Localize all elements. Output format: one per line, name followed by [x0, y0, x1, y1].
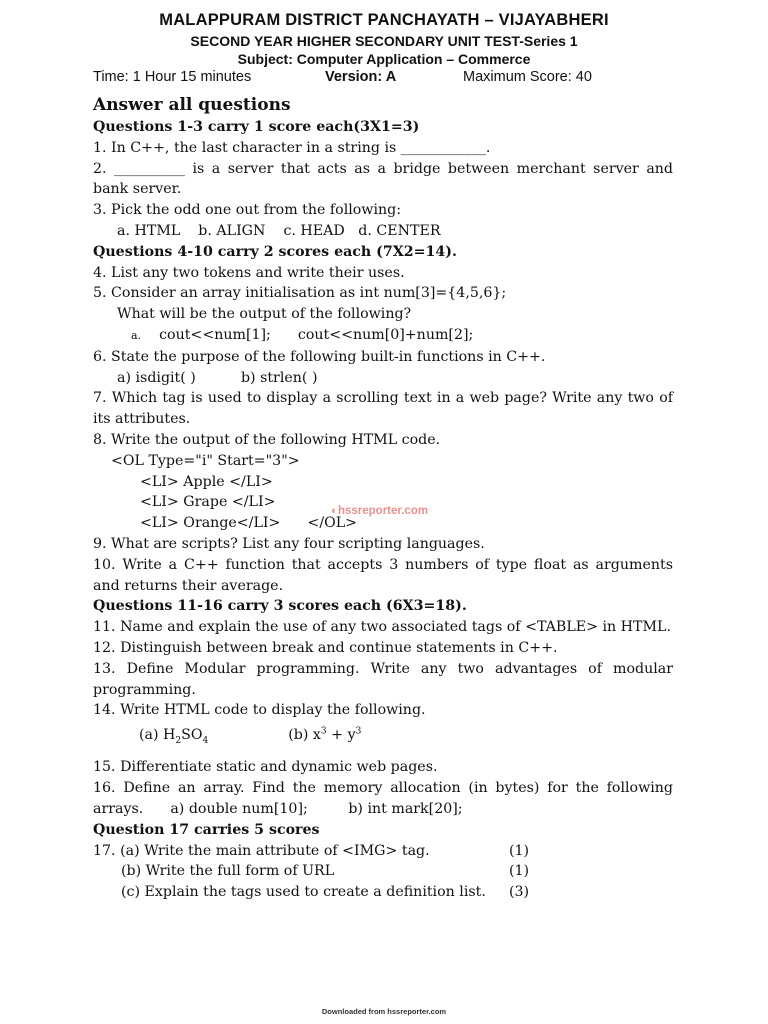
- question-3-options: a. HTML b. ALIGN c. HEAD d. CENTER: [117, 222, 441, 239]
- question-17a: 17. (a) Write the main attribute of <IMG> tag.: [93, 842, 430, 859]
- max-score-label: Maximum Score: 40: [463, 69, 592, 85]
- question-6: 6. State the purpose of the following built-in functions in C++.: [93, 348, 546, 365]
- exam-title: MALAPPURAM DISTRICT PANCHAYATH – VIJAYABHERI: [159, 11, 609, 29]
- watermark-logo-icon: ◐: [331, 505, 338, 517]
- question-14-option-b: (b) $x^3 + y^3$: [288, 726, 362, 743]
- question-8-code-4: <LI> Orange</LI> </OL>: [140, 515, 358, 532]
- section-heading-3: Questions 11-16 carry 3 scores each (6X3=18).: [93, 598, 467, 615]
- question-17b-marks: (1): [509, 863, 530, 880]
- exam-subtitle: SECOND YEAR HIGHER SECONDARY UNIT TEST-Series 1: [190, 33, 578, 49]
- question-12: 12. Distinguish between break and continue statements in C++.: [93, 639, 558, 656]
- question-8-code-3: <LI> Grape </LI>: [140, 494, 276, 511]
- question-16: 16. Define an array. Find the memory allocation (in bytes) for the following arrays. a) double num[10]; b) int mark[20];: [93, 780, 678, 818]
- footer-download-note: Downloaded from hssreporter.com: [321, 1007, 447, 1016]
- question-5-prompt: What will be the output of the following?: [117, 306, 412, 323]
- question-3: 3. Pick the odd one out from the following:: [93, 202, 401, 219]
- question-8-code-1: <OL Type="i" Start="3">: [111, 452, 300, 469]
- section-heading-2: Questions 4-10 carry 2 scores each (7X2=14).: [93, 243, 457, 260]
- question-17c-marks: (3): [509, 884, 530, 901]
- instruction-heading: Answer all questions: [93, 95, 291, 115]
- subject-line: Subject: Computer Application – Commerce: [237, 51, 531, 67]
- question-9: 9. What are scripts? List any four scripting languages.: [93, 535, 485, 552]
- question-17a-marks: (1): [509, 842, 530, 859]
- question-17c: (c) Explain the tags used to create a definition list.: [121, 884, 486, 901]
- section-heading-4: Question 17 carries 5 scores: [93, 821, 320, 838]
- version-label: Version: A: [325, 69, 397, 85]
- question-5-code: cout<<num[1]; cout<<num[0]+num[2];: [159, 326, 474, 343]
- question-body: [93, 94, 678, 903]
- question-2: 2. __________ is a server that acts as a bridge between merchant server and bank server.: [93, 160, 673, 198]
- question-17a-line: [93, 841, 673, 862]
- question-17c-line: [93, 882, 673, 903]
- question-13: 13. Define Modular programming. Write any two advantages of modular programming.: [93, 660, 673, 698]
- question-15: 15. Differentiate static and dynamic web pages.: [93, 759, 438, 776]
- question-7: 7. Which tag is used to display a scrolling text in a web page? Write any two of its attributes.: [93, 390, 673, 428]
- question-1: 1. In C++, the last character in a string is ____________.: [93, 139, 491, 156]
- question-6-options: a) isdigit( ) b) strlen( ): [117, 369, 318, 386]
- question-8: 8. Write the output of the following HTML code.: [93, 431, 441, 448]
- time-label: Time: 1 Hour 15 minutes: [93, 69, 252, 85]
- question-10: 10. Write a C++ function that accepts 3 numbers of type float as arguments and returns their average.: [93, 556, 673, 594]
- question-11: 11. Name and explain the use of any two associated tags of <TABLE> in HTML.: [93, 619, 671, 636]
- question-5: 5. Consider an array initialisation as int num[3]={4,5,6};: [93, 285, 507, 302]
- section-heading-1: Questions 1-3 carry 1 score each(3X1=3): [93, 119, 420, 135]
- question-14-options: [93, 721, 673, 751]
- question-5-option-label: a.: [131, 328, 142, 342]
- watermark: ◐hssreporter.com: [331, 505, 429, 517]
- question-5-code-line: [93, 325, 673, 347]
- question-17b: (b) Write the full form of URL: [121, 863, 335, 880]
- question-4: 4. List any two tokens and write their uses.: [93, 264, 405, 281]
- question-14: 14. Write HTML code to display the following.: [93, 702, 426, 719]
- question-14-option-a: (a) $H_2SO_4$: [139, 726, 209, 746]
- question-17b-line: [93, 861, 673, 882]
- question-8-code-2: <LI> Apple </LI>: [140, 473, 273, 490]
